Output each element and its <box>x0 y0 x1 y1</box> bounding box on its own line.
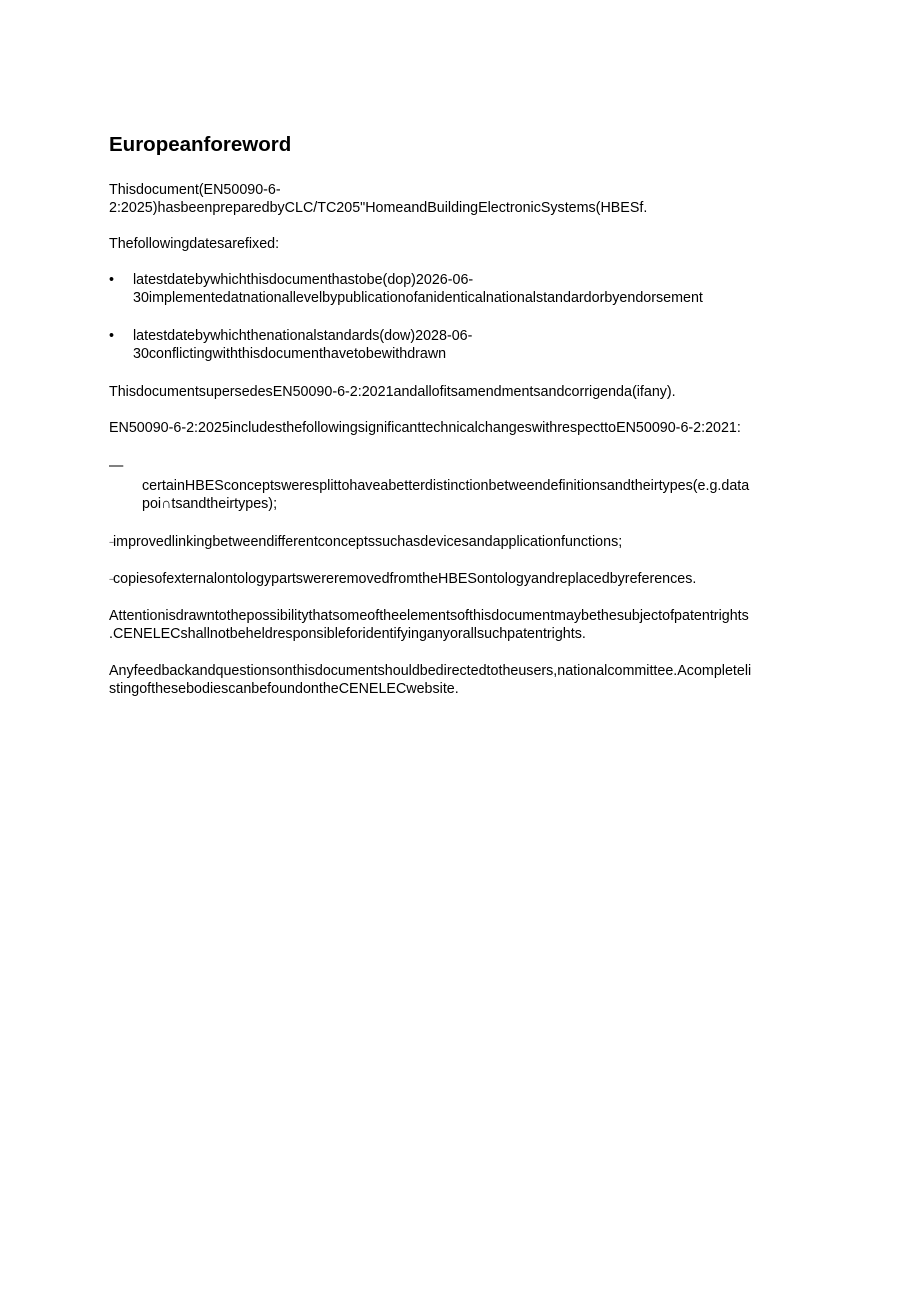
changes-intro <box>109 419 809 437</box>
change-1-line-2: poi∩tsandtheirtypes); <box>142 496 278 512</box>
dash-icon: -- <box>109 574 113 585</box>
date-item-line-1: latestdatebywhichthenationalstandards(dow)2028-06- <box>133 328 473 344</box>
date-item-line-1: latestdatebywhichthisdocumenthastobe(dop)2026-06- <box>133 272 474 288</box>
dates-intro: Thefollowingdatesarefixed: <box>109 236 280 252</box>
bullet-icon: • <box>109 328 115 344</box>
intro-line-1: Thisdocument(EN50090-6- <box>109 182 281 198</box>
change-item-2 <box>109 533 809 551</box>
intro-line-2: 2:2025)hasbeenpreparedbyCLC/TC205"HomeandBuildingElectronicSystems(HBESf. <box>109 200 648 216</box>
attention-line-1: Attentionisdrawntothepossibilitythatsomeoftheelementsofthisdocumentmaybethesubjectofpatentrights <box>109 608 749 625</box>
change-item-3 <box>109 570 809 588</box>
date-item-line-2: 30conflictingwiththisdocumenthavetobewithdrawn <box>133 346 447 362</box>
supersedes-paragraph <box>109 383 809 401</box>
supersedes-text: ThisdocumentsupersedesEN50090-6-2:2021andallofitsamendmentsandcorrigenda(ifany). <box>109 384 676 400</box>
change-item-1 <box>109 477 809 513</box>
page-title: Europeanforeword <box>109 133 292 156</box>
attention-paragraph <box>109 607 809 643</box>
changes-intro-text: EN50090-6-2:2025includesthefollowingsignificanttechnicalchangeswithrespecttoEN50090-6-2:2021: <box>109 420 741 436</box>
feedback-line-2: stingofthesebodiescanbefoundontheCENELECwebsite. <box>109 681 459 698</box>
date-item-dop <box>109 271 809 307</box>
change-2-text: improvedlinkingbetweendifferentconceptssuchasdevicesandapplicationfunctions; <box>113 534 623 550</box>
feedback-paragraph <box>109 662 809 698</box>
feedback-line-1: Anyfeedbackandquestionsonthisdocumentshouldbedirectedtotheusers,nationalcommittee.Acompleteli <box>109 663 752 680</box>
dash-icon: -- <box>109 537 113 548</box>
bullet-icon: • <box>109 272 115 288</box>
attention-line-2: .CENELECshallnotbeheldresponsibleforidentifyinganyorallsuchpatentrights. <box>109 626 586 643</box>
change-1-line-1: certainHBESconceptsweresplittohaveabetterdistinctionbetweendefinitionsandtheirtypes(e.g.data <box>142 478 750 494</box>
date-item-line-2: 30implementedatnationallevelbypublicationofanidenticalnationalstandardorbyendorsement <box>133 290 703 306</box>
document-page <box>109 131 809 716</box>
change-1-dash: — <box>109 458 124 474</box>
date-item-dow <box>109 327 809 363</box>
change-3-text: copiesofexternalontologypartswereremovedfromtheHBESontologyandreplacedbyreferences. <box>113 571 697 588</box>
intro-paragraph <box>109 181 809 217</box>
